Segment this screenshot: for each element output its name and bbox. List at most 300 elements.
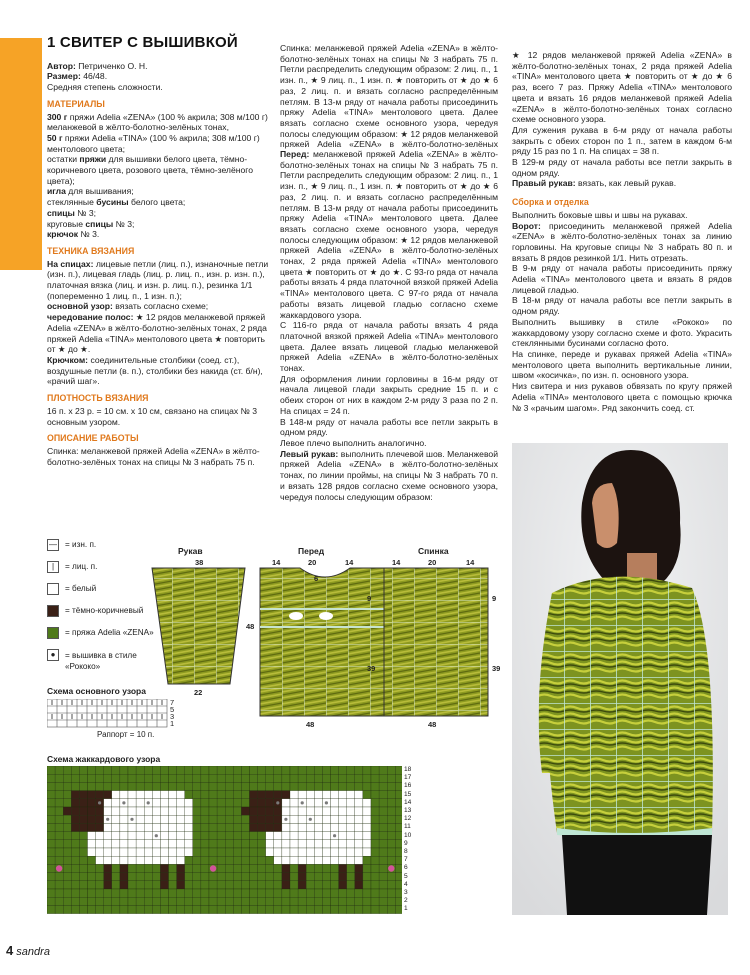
jacquard-cell xyxy=(290,873,298,881)
jacquard-cell xyxy=(339,774,347,782)
jacquard-row-number: 5 xyxy=(404,872,408,880)
bead-mark xyxy=(325,801,328,804)
jacquard-cell xyxy=(233,873,241,881)
jacquard-cell xyxy=(120,815,128,823)
bead-mark xyxy=(130,818,133,821)
description-heading: ОПИСАНИЕ РАБОТЫ xyxy=(47,433,139,444)
jacquard-cell xyxy=(120,766,128,774)
jacquard-cell xyxy=(104,889,112,897)
main-pattern-grid xyxy=(47,699,182,731)
jacquard-cell xyxy=(290,881,298,889)
jacquard-cell xyxy=(112,823,120,831)
jacquard-cell xyxy=(314,766,322,774)
jacquard-cell xyxy=(331,766,339,774)
jacquard-cell xyxy=(233,807,241,815)
jacquard-cell xyxy=(387,774,395,782)
jacquard-cell xyxy=(104,905,112,913)
jacquard-cell xyxy=(79,840,87,848)
jacquard-cell xyxy=(266,791,274,799)
jacquard-cell xyxy=(258,840,266,848)
jacquard-cell xyxy=(355,807,363,815)
jacquard-cell xyxy=(322,864,330,872)
schematic-diagrams xyxy=(150,556,510,736)
jacquard-cell xyxy=(136,774,144,782)
jacquard-cell xyxy=(233,864,241,872)
jacquard-cell xyxy=(233,791,241,799)
jacquard-cell xyxy=(233,856,241,864)
jacquard-cell xyxy=(185,815,193,823)
jacquard-cell xyxy=(71,873,79,881)
jacquard-cell xyxy=(47,840,55,848)
jacquard-cell xyxy=(290,848,298,856)
jacquard-cell xyxy=(331,905,339,913)
jacquard-cell xyxy=(47,815,55,823)
jacquard-cell xyxy=(241,799,249,807)
jacquard-cell xyxy=(258,873,266,881)
jacquard-cell xyxy=(63,856,71,864)
jacquard-cell xyxy=(347,766,355,774)
jacquard-cell xyxy=(79,881,87,889)
front-p2: С 116-го ряда от начала работы вязать 4 ряда платочной вязкой пряжей Adelia «TINA» ментолового цвета. Далее вязать лицевой гладью меланжевой пряжей Adelia «ZENA» в жёлто-болотно-зелёных тонах. xyxy=(280,320,498,374)
jacquard-cell xyxy=(306,897,314,905)
dim-front-bottom: 48 xyxy=(306,720,315,729)
row-1: 1 xyxy=(170,719,175,728)
jacquard-cell xyxy=(395,832,402,840)
jacquard-cell xyxy=(120,881,128,889)
jacquard-cell xyxy=(258,856,266,864)
jacquard-cell xyxy=(209,774,217,782)
jacquard-cell xyxy=(63,848,71,856)
jacquard-cell xyxy=(185,864,193,872)
circular-spokes: круговые спицы № 3; xyxy=(47,218,135,229)
jacquard-cell xyxy=(331,897,339,905)
jacquard-cell xyxy=(144,766,152,774)
jacquard-cell xyxy=(63,774,71,782)
jacquard-cell xyxy=(144,807,152,815)
jacquard-cell xyxy=(209,848,217,856)
jacquard-cell xyxy=(314,791,322,799)
page-footer: 4 sandra xyxy=(6,943,50,958)
jacquard-cell xyxy=(185,889,193,897)
jacquard-cell xyxy=(314,815,322,823)
jacquard-cell xyxy=(282,774,290,782)
jacquard-cell xyxy=(136,873,144,881)
jacquard-cell xyxy=(193,807,201,815)
jacquard-cell xyxy=(136,807,144,815)
jacquard-cell xyxy=(363,873,371,881)
jacquard-cell xyxy=(347,856,355,864)
front-p3: Для оформления линии горловины в 16-м ряду от начала лицевой глади закрыть средние 15 п. и с обеих сторон от них в каждом 2-м ряду 3 раза по 2 п. На спицах = 24 п. xyxy=(280,373,498,416)
jacquard-cell xyxy=(120,774,128,782)
jacquard-cell xyxy=(152,873,160,881)
jacquard-cell xyxy=(63,791,71,799)
jacquard-cell xyxy=(47,864,55,872)
jacquard-cell xyxy=(217,840,225,848)
jacquard-cell xyxy=(112,782,120,790)
jacquard-cell xyxy=(290,799,298,807)
jacquard-cell xyxy=(209,766,217,774)
jacquard-cell xyxy=(379,832,387,840)
jacquard-cell xyxy=(298,807,306,815)
jacquard-cell xyxy=(274,766,282,774)
jacquard-cell xyxy=(322,856,330,864)
jacquard-cell xyxy=(363,848,371,856)
jacquard-cell xyxy=(225,823,233,831)
jacquard-cell xyxy=(314,897,322,905)
collar: Ворот: присоединить меланжевой пряжей Adelia «ZENA» в жёлто-болотно-зелёных тонах за линию горловины. На круговые спицы № 3 набрать 80 п. и вязать 8 рядов резинкой 1/1. Нить отрезать. xyxy=(512,220,732,263)
jacquard-cell xyxy=(290,782,298,790)
jacquard-cell xyxy=(387,873,395,881)
jacquard-cell xyxy=(71,807,79,815)
jacquard-cell xyxy=(290,905,298,913)
jacquard-cell xyxy=(250,807,258,815)
assembly-heading: Сборка и отделка xyxy=(512,197,589,208)
jacquard-cell xyxy=(322,832,330,840)
jacquard-cell xyxy=(217,864,225,872)
dim-front-neck: 6 xyxy=(314,574,319,583)
jacquard-cell xyxy=(120,897,128,905)
jacquard-cell xyxy=(160,889,168,897)
jacquard-cell xyxy=(79,905,87,913)
jacquard-cell xyxy=(71,856,79,864)
dim-front-height: 39 xyxy=(367,664,376,673)
jacquard-cell xyxy=(193,881,201,889)
jacquard-cell xyxy=(96,823,104,831)
jacquard-cell xyxy=(185,832,193,840)
jacquard-cell xyxy=(250,815,258,823)
jacquard-cell xyxy=(395,881,402,889)
jacquard-cell xyxy=(120,856,128,864)
jacquard-cell xyxy=(347,791,355,799)
jacquard-cell xyxy=(331,799,339,807)
jacquard-cell xyxy=(55,782,63,790)
jacquard-cell xyxy=(55,766,63,774)
spokes: спицы № 3; xyxy=(47,207,97,218)
jacquard-cell xyxy=(55,791,63,799)
jacquard-chart xyxy=(47,766,402,916)
jacquard-cell xyxy=(266,799,274,807)
jacquard-cell xyxy=(79,897,87,905)
jacquard-cell xyxy=(152,815,160,823)
jacquard-cell xyxy=(347,889,355,897)
jacquard-cell xyxy=(144,774,152,782)
jacquard-cell xyxy=(128,782,136,790)
jacquard-cell xyxy=(225,905,233,913)
jacquard-cell xyxy=(363,889,371,897)
jacquard-cell xyxy=(379,881,387,889)
jacquard-title: Схема жаккардового узора xyxy=(47,754,161,764)
dim-back-bottom: 48 xyxy=(428,720,437,729)
jacquard-cell xyxy=(160,807,168,815)
jacquard-cell xyxy=(387,823,395,831)
technique-needles: На спицах: лицевые петли (лиц. п.), изнаночные петли (изн. п.), лицевая гладь (лиц. р. лиц. п., изн. р. изн. п.), платочная вязка (лиц. и изн. р. лиц. п.), резинка 1/1 (попеременно 1 лиц. п., 1 изн. п.); xyxy=(47,258,269,301)
jacquard-cell xyxy=(55,807,63,815)
jacquard-cell xyxy=(169,840,177,848)
jacquard-cell xyxy=(322,791,330,799)
jacquard-cell xyxy=(266,832,274,840)
jacquard-cell xyxy=(395,807,402,815)
jacquard-cell xyxy=(274,791,282,799)
jacquard-cell xyxy=(47,889,55,897)
jacquard-cell xyxy=(169,856,177,864)
legend-item: — = изн. п. xyxy=(49,540,97,549)
jacquard-cell xyxy=(241,774,249,782)
jacquard-cell xyxy=(322,873,330,881)
jacquard-cell xyxy=(282,856,290,864)
jacquard-cell xyxy=(274,823,282,831)
jacquard-cell xyxy=(322,823,330,831)
jacquard-cell xyxy=(371,840,379,848)
jacquard-cell xyxy=(193,815,201,823)
jacquard-cell xyxy=(250,873,258,881)
jacquard-cell xyxy=(241,807,249,815)
jacquard-cell xyxy=(160,881,168,889)
jacquard-cell xyxy=(379,791,387,799)
jacquard-cell xyxy=(152,848,160,856)
jacquard-cell xyxy=(274,782,282,790)
jacquard-cell xyxy=(282,873,290,881)
jacquard-cell xyxy=(47,807,55,815)
jacquard-cell xyxy=(347,864,355,872)
jacquard-cell xyxy=(217,889,225,897)
jacquard-cell xyxy=(144,873,152,881)
jacquard-cell xyxy=(322,840,330,848)
jacquard-cell xyxy=(395,856,402,864)
jacquard-cell xyxy=(209,832,217,840)
jacquard-cell xyxy=(395,791,402,799)
jacquard-cell xyxy=(79,799,87,807)
jacquard-cell xyxy=(274,815,282,823)
jacquard-cell xyxy=(266,897,274,905)
jacquard-cell xyxy=(379,873,387,881)
jacquard-cell xyxy=(241,766,249,774)
jacquard-cell xyxy=(241,848,249,856)
jacquard-cell xyxy=(347,807,355,815)
jacquard-cell xyxy=(379,840,387,848)
jacquard-cell xyxy=(233,897,241,905)
jacquard-row-number: 13 xyxy=(404,807,412,815)
jacquard-cell xyxy=(96,864,104,872)
jacquard-cell xyxy=(185,799,193,807)
jacquard-cell xyxy=(347,840,355,848)
jacquard-row-number: 3 xyxy=(404,889,408,897)
jacquard-cell xyxy=(128,832,136,840)
jacquard-cell xyxy=(120,873,128,881)
jacquard-cell xyxy=(282,799,290,807)
jacquard-cell xyxy=(88,791,96,799)
jacquard-cell xyxy=(177,799,185,807)
jacquard-cell xyxy=(314,889,322,897)
dim-front-mid: 20 xyxy=(308,558,317,567)
jacquard-cell xyxy=(217,766,225,774)
jacquard-cell xyxy=(177,815,185,823)
jacquard-cell xyxy=(169,815,177,823)
jacquard-cell xyxy=(387,832,395,840)
jacquard-cell xyxy=(185,774,193,782)
jacquard-cell xyxy=(193,840,201,848)
jacquard-cell xyxy=(144,881,152,889)
jacquard-cell xyxy=(71,848,79,856)
jacquard-cell xyxy=(379,782,387,790)
jacquard-cell xyxy=(233,774,241,782)
jacquard-cell xyxy=(169,889,177,897)
jacquard-cell xyxy=(379,889,387,897)
jacquard-cell xyxy=(63,840,71,848)
jacquard-cell xyxy=(355,840,363,848)
accent-bar xyxy=(0,38,42,270)
assembly-6: На спинке, переде и рукавах пряжей Adelia «TINA» ментолового цвета выполнить вертикальные линии, швом «косичка», по изн. п. основного узора. xyxy=(512,348,732,381)
jacquard-cell xyxy=(201,766,209,774)
jacquard-cell xyxy=(47,881,55,889)
jacquard-cell xyxy=(331,807,339,815)
jacquard-cell xyxy=(209,823,217,831)
jacquard-cell xyxy=(112,856,120,864)
assembly-1: Выполнить боковые швы и швы на рукавах. xyxy=(512,209,688,220)
jacquard-cell xyxy=(193,856,201,864)
jacquard-cell xyxy=(55,881,63,889)
jacquard-cell xyxy=(120,807,128,815)
jacquard-cell xyxy=(298,823,306,831)
jacquard-cell xyxy=(250,864,258,872)
jacquard-cell xyxy=(379,766,387,774)
jacquard-cell xyxy=(331,782,339,790)
jacquard-cell xyxy=(209,873,217,881)
jacquard-cell xyxy=(201,848,209,856)
jacquard-cell xyxy=(193,873,201,881)
jacquard-cell xyxy=(379,774,387,782)
jacquard-cell xyxy=(185,766,193,774)
jacquard-cell xyxy=(104,774,112,782)
jacquard-cell xyxy=(201,856,209,864)
jacquard-cell xyxy=(282,881,290,889)
jacquard-cell xyxy=(266,881,274,889)
jacquard-cell xyxy=(233,840,241,848)
needle: игла для вышивания; xyxy=(47,186,134,197)
jacquard-cell xyxy=(241,815,249,823)
bead-mark xyxy=(106,818,109,821)
jacquard-cell xyxy=(233,832,241,840)
jacquard-cell xyxy=(112,840,120,848)
jacquard-cell xyxy=(306,766,314,774)
jacquard-cell xyxy=(355,832,363,840)
jacquard-cell xyxy=(322,889,330,897)
jacquard-cell xyxy=(250,889,258,897)
jacquard-cell xyxy=(79,766,87,774)
jacquard-cell xyxy=(387,889,395,897)
jacquard-cell xyxy=(225,889,233,897)
jacquard-cell xyxy=(266,856,274,864)
jacquard-cell xyxy=(152,905,160,913)
jacquard-cell xyxy=(233,782,241,790)
jacquard-cell xyxy=(298,815,306,823)
jacquard-cell xyxy=(79,774,87,782)
jacquard-cell xyxy=(55,848,63,856)
jacquard-cell xyxy=(136,766,144,774)
jacquard-cell xyxy=(387,897,395,905)
jacquard-row-number: 16 xyxy=(404,782,412,790)
jacquard-cell xyxy=(371,889,379,897)
jacquard-cell xyxy=(395,815,402,823)
density-heading: ПЛОТНОСТЬ ВЯЗАНИЯ xyxy=(47,393,149,404)
jacquard-cell xyxy=(128,881,136,889)
jacquard-cell xyxy=(55,856,63,864)
jacquard-cell xyxy=(217,897,225,905)
jacquard-cell xyxy=(128,889,136,897)
jacquard-cell xyxy=(387,905,395,913)
jacquard-cell xyxy=(250,823,258,831)
jacquard-cell xyxy=(152,791,160,799)
jacquard-cell xyxy=(379,823,387,831)
jacquard-cell xyxy=(241,905,249,913)
jacquard-cell xyxy=(395,799,402,807)
jacquard-cell xyxy=(298,873,306,881)
jacquard-cell xyxy=(47,823,55,831)
jacquard-cell xyxy=(209,791,217,799)
jacquard-cell xyxy=(395,823,402,831)
jacquard-cell xyxy=(363,791,371,799)
jacquard-cell xyxy=(298,791,306,799)
jacquard-cell xyxy=(96,848,104,856)
jacquard-cell xyxy=(112,766,120,774)
jacquard-cell xyxy=(371,782,379,790)
jacquard-cell xyxy=(363,905,371,913)
jacquard-cell xyxy=(152,897,160,905)
jacquard-cell xyxy=(112,774,120,782)
jacquard-cell xyxy=(47,791,55,799)
jacquard-cell xyxy=(88,905,96,913)
jacquard-cell xyxy=(185,905,193,913)
jacquard-cell xyxy=(233,848,241,856)
jacquard-cell xyxy=(371,832,379,840)
jacquard-cell xyxy=(177,864,185,872)
jacquard-cell xyxy=(387,815,395,823)
bead-mark xyxy=(155,834,158,837)
jacquard-cell xyxy=(225,791,233,799)
jacquard-cell xyxy=(298,782,306,790)
jacquard-cell xyxy=(63,881,71,889)
hook: крючок № 3. xyxy=(47,229,100,240)
flower-mark xyxy=(388,865,394,871)
jacquard-cell xyxy=(160,864,168,872)
jacquard-cell xyxy=(225,815,233,823)
jacquard-cell xyxy=(339,791,347,799)
jacquard-cell xyxy=(387,791,395,799)
dim-sleeve-bottom: 22 xyxy=(194,688,203,697)
jacquard-row-number: 12 xyxy=(404,815,412,823)
jacquard-cell xyxy=(144,840,152,848)
jacquard-cell xyxy=(241,889,249,897)
jacquard-cell xyxy=(314,807,322,815)
jacquard-cell xyxy=(331,815,339,823)
jacquard-cell xyxy=(322,815,330,823)
jacquard-cell xyxy=(241,840,249,848)
jacquard-cell xyxy=(63,815,71,823)
jacquard-cell xyxy=(88,766,96,774)
jacquard-cell xyxy=(266,864,274,872)
front-paragraph: Перед: меланжевой пряжей Adelia «ZENA» в жёлто-болотно-зелёных тонах на спицы № 3 набрать 75 п. Петли распределить следующим образом: 2 лиц. п., 1 изн. п., ★ 9 лиц. п., 1 изн. п. ★ повторить от ★ до ★ 6 раз, 2 лиц. п. и вязать согласно распределённым петлям. В 13-м ряду от начала работы присоединить пряжу Adelia «TINA» ментолового цвета. Далее вязать согласно схеме основного узора, чередуя полосы следующим образом: ★ 12 рядов меланжевой пряжей Adelia «ZENA» в жёлто-болотно-зелёных тонах, 2 ряда пряжей Adelia «TINA» ментолового цвета ★ повторить от ★ до ★. С 93-го ряда от начала работы вязать 4 ряда платочной вязкой пряжей Adelia «TINA» ментолового цвета. С 97-го ряда от начала работы вязать лицевой гладью согласно схеме жаккардового узора. xyxy=(280,149,499,320)
jacquard-cell xyxy=(266,807,274,815)
jacquard-cell xyxy=(355,766,363,774)
jacquard-cell xyxy=(120,889,128,897)
jacquard-cell xyxy=(395,873,402,881)
jacquard-row-number: 8 xyxy=(404,848,408,856)
jacquard-cell xyxy=(363,807,371,815)
jacquard-cell xyxy=(169,782,177,790)
jacquard-cell xyxy=(169,766,177,774)
flower-mark xyxy=(56,865,62,871)
jacquard-cell xyxy=(136,905,144,913)
col3-p3: В 129-м ряду от начала работы все петли закрыть в одном ряду. xyxy=(512,157,732,178)
